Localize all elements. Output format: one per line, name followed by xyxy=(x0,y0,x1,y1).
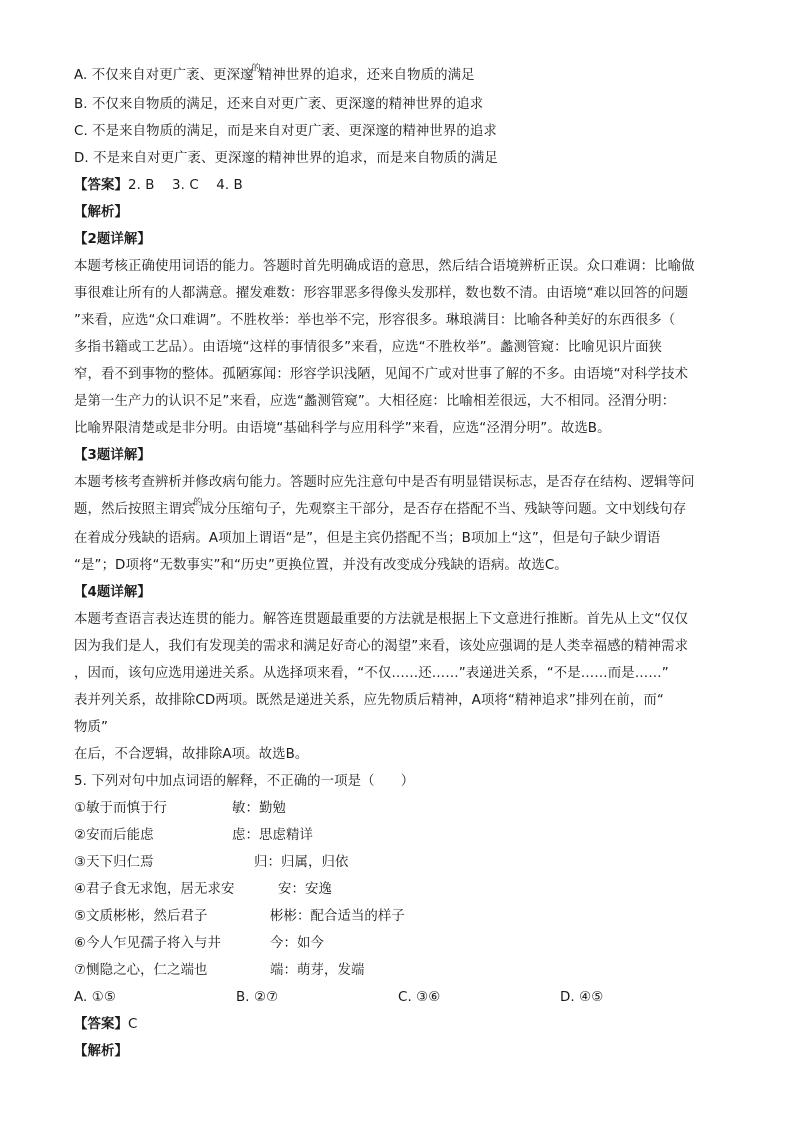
q3-line: 在着成分残缺的语病。A项加上谓语“是”，但是主宾仍搭配不当；B项加上“这”，但是句子缺少谓语 xyxy=(74,531,661,546)
q5-item: ⑤文质彬彬，然后君子 彬彬：配合适当的样子 xyxy=(74,909,405,924)
option-a: A. 不仅来自对更广袤、更深邃$^的$精神世界的追求，还来自物质的满足 xyxy=(74,64,475,83)
q4-line: 因为我们是人，我们有发现美的需求和满足好奇心的渴望”来看，该处应强调的是人类幸福感的精神需求 xyxy=(74,639,689,654)
q3-line: 题，然后按照主谓宾$^的$成分压缩句子，先观察主干部分，是否存在搭配不当、残缺等问题。文中划线句存 xyxy=(74,498,687,517)
answer-value: 2. B 3. C 4. B xyxy=(127,178,243,193)
answer-value: C xyxy=(127,1017,138,1032)
q2-line: 事很难让所有的人都满意。擢发难数：形容罪恶多得像头发那样，数也数不清。由语境“难以回答的问题 xyxy=(74,286,689,301)
option-c: C. 不是来自物质的满足，而是来自对更广袤、更深邃的精神世界的追求 xyxy=(74,124,497,139)
q5-item: ⑥今人乍见孺子将入与井 今：如今 xyxy=(74,936,324,951)
analysis-heading: 【解析】 xyxy=(74,205,128,220)
analysis-heading-2: 【解析】 xyxy=(74,1044,128,1059)
q4-line: ，因而，该句应选用递进关系。从选择项来看，“不仅……还……”表递进关系，“不是……而是……” xyxy=(74,666,669,681)
superscript-char: 的 xyxy=(251,64,261,74)
q4-heading: 【4题详解】 xyxy=(74,585,151,600)
option-b: B. 不仅来自物质的满足，还来自对更广袤、更深邃的精神世界的追求 xyxy=(74,97,484,112)
q5-item: ④君子食无求饱，居无求安 安：安逸 xyxy=(74,882,332,897)
q5-item: ⑦恻隐之心，仁之端也 端：萌芽，发端 xyxy=(74,963,365,978)
q2-line: 本题考核正确使用词语的能力。答题时首先明确成语的意思，然后结合语境辨析正误。众口难调：比喻做 xyxy=(74,259,695,274)
choice-a: A. ①⑤ xyxy=(74,990,116,1005)
q3-line: “是”；D项将“无数事实”和“历史”更换位置，并没有改变成分残缺的语病。故选C。 xyxy=(74,558,568,573)
q5-choices xyxy=(74,984,726,1011)
q2-heading: 【2题详解】 xyxy=(74,232,151,247)
superscript-char: 的 xyxy=(193,498,203,508)
choice-c: C. ③⑥ xyxy=(398,990,441,1005)
option-d: D. 不是来自对更广袤、更深邃的精神世界的追求，而是来自物质的满足 xyxy=(74,151,498,166)
q2-line: 是第一生产力的认识不足”来看，应选“蠡测管窥”。大相径庭：比喻相差很远，大不相同。泾渭分明： xyxy=(74,394,676,409)
q5-item: ①敏于而慎于行 敏：勤勉 xyxy=(74,801,286,816)
q3-line: 本题考核考查辨析并修改病句能力。答题时应先注意句中是否有明显错误标志，是否存在结构、逻辑等问 xyxy=(74,475,695,490)
q5-item: ③天下归仁焉 归：归属，归依 xyxy=(74,855,349,870)
choice-b: B. ②⑦ xyxy=(236,990,279,1005)
answer-label: 【答案】 xyxy=(74,1017,128,1032)
q4-line: 表并列关系，故排除CD两项。既然是递进关系，应先物质后精神，A项将“精神追求”排列在前，而“ xyxy=(74,693,664,708)
answer-line xyxy=(74,172,726,199)
q2-line: 比喻界限清楚或是非分明。由语境“基础科学与应用科学”来看，应选“泾渭分明”。故选B。 xyxy=(74,421,611,436)
q2-line: ”来看，应选“众口难调”。不胜枚举：举也举不完，形容很多。琳琅满目：比喻各种美好的东西很多（ xyxy=(74,313,676,328)
q5-stem: 5. 下列对句中加点词语的解释，不正确的一项是（ ） xyxy=(74,774,415,789)
choice-d: D. ④⑤ xyxy=(560,990,604,1005)
document-page xyxy=(74,62,726,1065)
q5-item: ②安而后能虑 虑：思虑精详 xyxy=(74,828,313,843)
answer-line-2 xyxy=(74,1011,726,1038)
q2-line: 窄，看不到事物的整体。孤陋寡闻：形容学识浅陋，见闻不广或对世事了解的不多。由语境“对科学技术 xyxy=(74,367,689,382)
q4-line: 物质” xyxy=(74,720,109,735)
q4-line: 本题考查语言表达连贯的能力。解答连贯题最重要的方法就是根据上下文意进行推断。首先从上文“仅仅 xyxy=(74,612,689,627)
q3-heading: 【3题详解】 xyxy=(74,448,151,463)
q2-line: 多指书籍或工艺品）。由语境“这样的事情很多”来看，应选“不胜枚举”。蠡测管窥：比喻见识片面狭 xyxy=(74,340,663,355)
q4-line: 在后，不合逻辑，故排除A项。故选B。 xyxy=(74,747,309,762)
answer-label: 【答案】 xyxy=(74,178,128,193)
